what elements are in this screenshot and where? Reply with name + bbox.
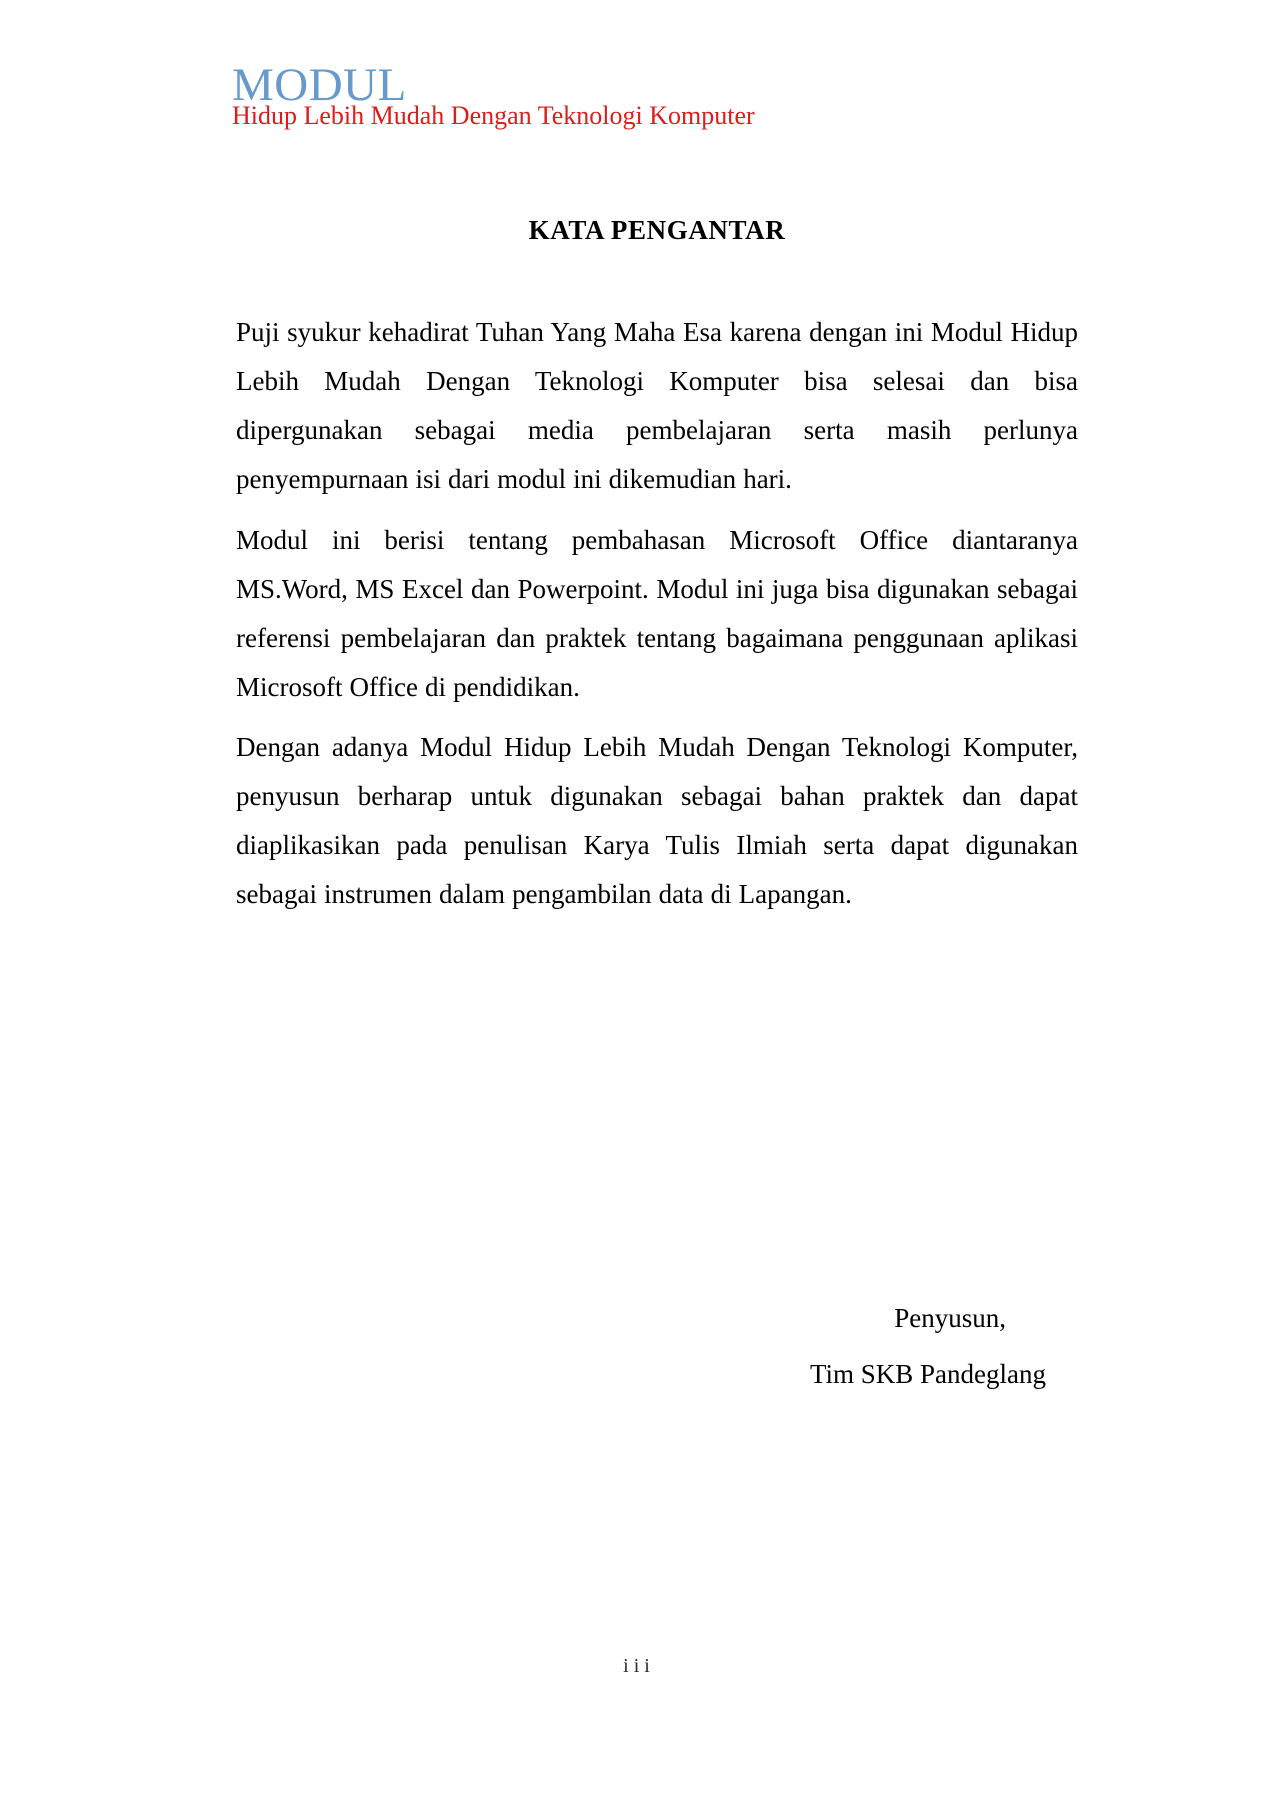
body-paragraph: Dengan adanya Modul Hidup Lebih Mudah Dengan Teknologi Komputer, penyusun berharap untuk digunakan sebagai bahan praktek dan dapat diaplikasikan pada penulisan Karya Tulis Ilmiah serta dapat digunakan sebagai instrumen dalam pengambilan data di Lapangan.	[236, 732, 1078, 910]
body-paragraph: Puji syukur kehadirat Tuhan Yang Maha Esa karena dengan ini Modul Hidup Lebih Mudah Dengan Teknologi Komputer bisa selesai dan bisa dipergunakan sebagai media pembelajaran serta masih perlunya penyempurnaan isi dari modul ini dikemudian hari.	[236, 317, 1078, 495]
document-body	[236, 215, 1078, 920]
page-number: iii	[623, 1655, 655, 1677]
signature-block	[236, 1305, 1078, 1388]
header-subtitle: Hidup Lebih Mudah Dengan Teknologi Komputer	[232, 101, 755, 130]
header-title-modul: MODUL	[232, 59, 407, 111]
signature-role: Penyusun,	[894, 1303, 1006, 1333]
running-header	[232, 59, 1092, 130]
page-title: KATA PENGANTAR	[528, 215, 786, 245]
page-footer	[0, 1655, 1273, 1678]
body-paragraph: Modul ini berisi tentang pembahasan Microsoft Office diantaranya MS.Word, MS Excel dan Powerpoint. Modul ini juga bisa digunakan sebagai referensi pembelajaran dan praktek tentang bagaimana penggunaan aplikasi Microsoft Office di pendidikan.	[236, 524, 1078, 702]
signature-author: Tim SKB Pandeglang	[809, 1359, 1046, 1389]
